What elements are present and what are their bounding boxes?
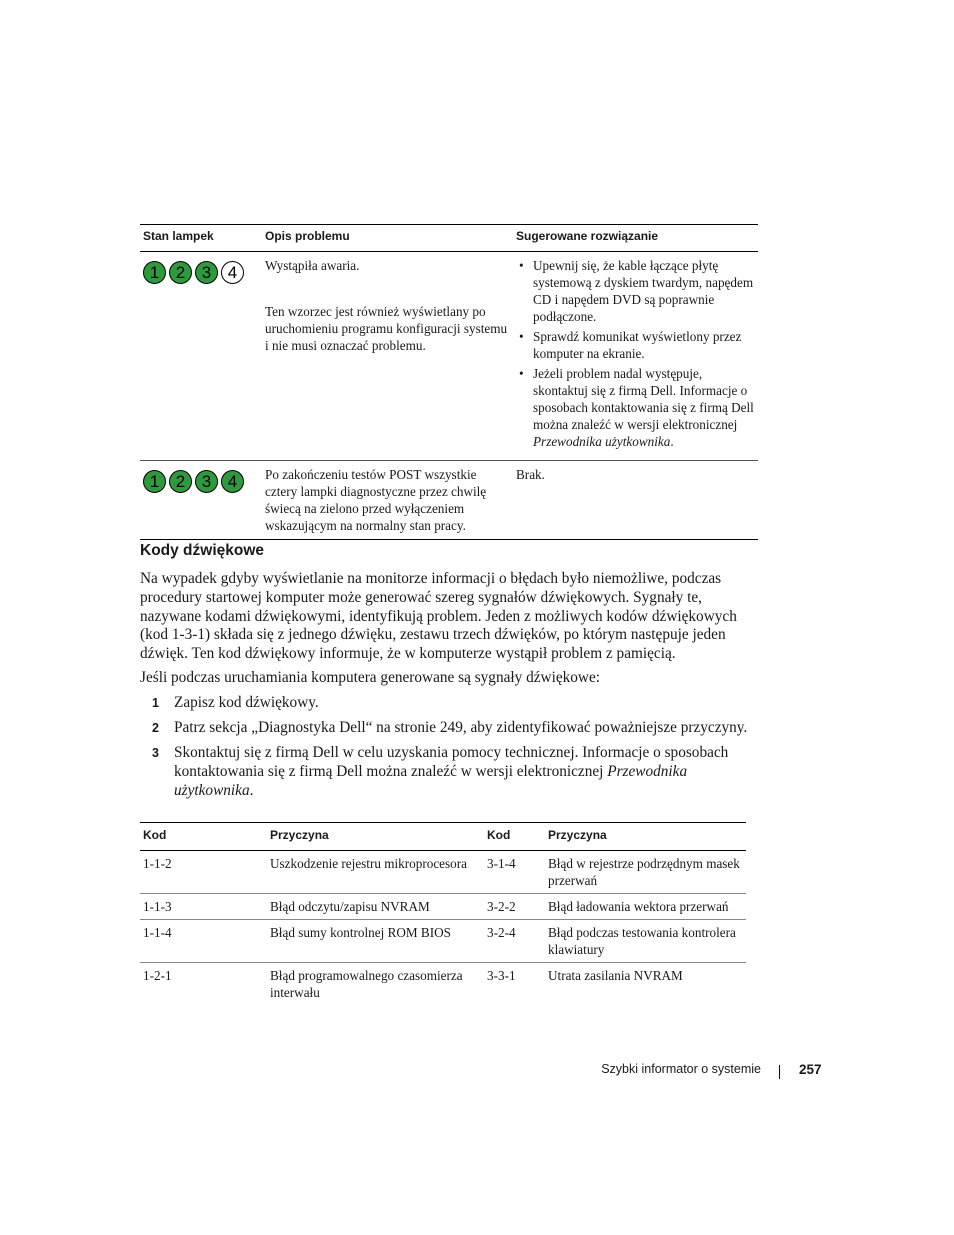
- step-text: Patrz sekcja „Diagnostyka Dell“ na stronie 249, aby zidentyfikować poważniejsze przyczyny.: [174, 719, 748, 736]
- step-number: 1: [152, 696, 159, 710]
- step-text: Skontaktuj się z firmą Dell w celu uzyskania pomocy technicznej. Informacje o sposobach kontaktowania się z firmą Dell można znaleźć w wersji elektronicznej: [174, 744, 729, 780]
- cause-cell: Utrata zasilania NVRAM: [548, 968, 683, 983]
- cause-cell: Błąd programowalnego czasomierza interwału: [270, 968, 463, 1000]
- code-header-code: Kod: [140, 823, 267, 851]
- step-number: 2: [152, 721, 159, 735]
- diagnostic-light-icon: 2: [169, 261, 192, 284]
- solution-item: • Sprawdź komunikat wyświetlony przez komputer na ekranie.: [516, 328, 754, 362]
- step-text-wrapper: [174, 744, 760, 800]
- code-header-code: Kod: [484, 823, 545, 851]
- solution-item: • Upewnij się, że kable łączące płytę systemową z dyskiem twardym, napędem CD i napędem DVD są poprawnie podłączone.: [516, 257, 754, 325]
- cause-cell: Błąd sumy kontrolnej ROM BIOS: [267, 920, 484, 963]
- diag-description-text: Po zakończeniu testów POST wszystkie cztery lampki diagnostyczne przez chwilę świecą na zielono przed wyłączeniem wskazującym na normalny stan pracy.: [265, 467, 487, 533]
- diag-table-row: [140, 461, 758, 540]
- code-cell: 3-2-2: [484, 894, 545, 920]
- diagnostic-light-icon: 3: [195, 470, 218, 493]
- page-footer: [0, 1062, 954, 1082]
- diagnostic-light-icon: 4: [221, 470, 244, 493]
- beep-codes-table: [140, 822, 746, 1005]
- diagnostic-lights-table: [140, 224, 758, 540]
- code-cell: 3-1-4: [484, 851, 545, 894]
- intro-paragraph: Na wypadek gdyby wyświetlanie na monitorze informacji o błędach było niemożliwe, podczas procedury startowej komputer może generować szereg sygnałów dźwiękowych. Sygnały te, nazywane kodami dźwiękowymi, identyfikują problem. Jeden z możliwych kodów dźwiękowych (kod 1-3-1) składa się z jednego dźwięku, zestawu trzech dźwięków, po którym następuje jeden dźwięk. Ten kod dźwiękowy informuje, że w komputerze wystąpił problem z pamięcią.: [140, 570, 737, 663]
- startup-paragraph: Jeśli podczas uruchamiania komputera generowane są sygnały dźwiękowe:: [140, 669, 601, 686]
- code-header-cause: Przyczyna: [267, 823, 484, 851]
- diag-description-cell: [262, 461, 513, 540]
- table-row: [140, 920, 746, 963]
- section-title: Kody dźwiękowe: [140, 542, 265, 559]
- diag-description-cell: [262, 252, 513, 461]
- code-cell: 1-1-3: [140, 894, 267, 920]
- footer-section-title: Szybki informator o systemie: [601, 1062, 761, 1076]
- step-text-end: .: [249, 781, 254, 799]
- table-row: [140, 894, 746, 920]
- diag-table-row: [140, 252, 758, 461]
- cause-cell: Błąd odczytu/zapisu NVRAM: [267, 894, 484, 920]
- code-table-header-row: [140, 823, 746, 851]
- solution-item: [516, 365, 754, 450]
- diagnostic-light-icon: 4: [221, 261, 244, 284]
- diag-header-solution: Sugerowane rozwiązanie: [513, 225, 758, 252]
- code-header-cause: Przyczyna: [545, 823, 746, 851]
- diag-lights-cell: [140, 461, 262, 540]
- step-text: Zapisz kod dźwiękowy.: [174, 694, 319, 711]
- step-number: 3: [152, 746, 159, 760]
- code-cell: 1-1-4: [140, 920, 267, 963]
- diagnostic-light-icon: 2: [169, 470, 192, 493]
- code-cell: 3-3-1: [487, 968, 516, 983]
- table-row: [140, 963, 746, 1006]
- diagnostic-lights-pattern: [143, 466, 258, 493]
- diag-header-lights: Stan lampek: [140, 225, 262, 252]
- manual-title: Przewodnika użytkownika: [174, 762, 688, 799]
- diag-description-text: Wystąpiła awaria.: [265, 258, 360, 273]
- solution-item-text: Jeżeli problem nadal występuje, skontaktuj się z firmą Dell. Informacje o sposobach kontaktowania się z firmą Dell można znaleźć w wersji elektronicznej: [533, 366, 754, 432]
- cause-cell: Błąd ładowania wektora przerwań: [545, 894, 746, 920]
- diag-solution-cell: Brak.: [513, 461, 758, 540]
- code-cell: 1-2-1: [143, 968, 172, 983]
- manual-title: Przewodnika użytkownika: [533, 434, 671, 449]
- diag-description-text: Ten wzorzec jest również wyświetlany po uruchomieniu programu konfiguracji systemu i nie musi oznaczać problemu.: [265, 304, 508, 353]
- diagnostic-light-icon: 1: [143, 261, 166, 284]
- diag-header-description: Opis problemu: [262, 225, 513, 252]
- cause-cell: Błąd podczas testowania kontrolera klawiatury: [545, 920, 746, 963]
- step-item: [140, 694, 760, 713]
- cause-cell: Uszkodzenie rejestru mikroprocesora: [267, 851, 484, 894]
- step-item: [140, 719, 760, 738]
- diagnostic-lights-pattern: [143, 257, 258, 284]
- cause-cell: Błąd w rejestrze podrzędnym masek przerwań: [545, 851, 746, 894]
- diagnostic-light-icon: 3: [195, 261, 218, 284]
- code-cell: 1-1-2: [140, 851, 267, 894]
- solution-list: [516, 257, 754, 450]
- diagnostic-light-icon: 1: [143, 470, 166, 493]
- diag-table-header-row: [140, 225, 758, 252]
- diag-solution-cell: [513, 252, 758, 461]
- code-cell: 3-2-4: [484, 920, 545, 963]
- diag-lights-cell: [140, 252, 262, 461]
- page-number: 257: [799, 1062, 822, 1077]
- step-item: [140, 744, 760, 800]
- table-row: [140, 851, 746, 894]
- footer-separator: [779, 1065, 780, 1079]
- solution-item-end: .: [670, 434, 674, 449]
